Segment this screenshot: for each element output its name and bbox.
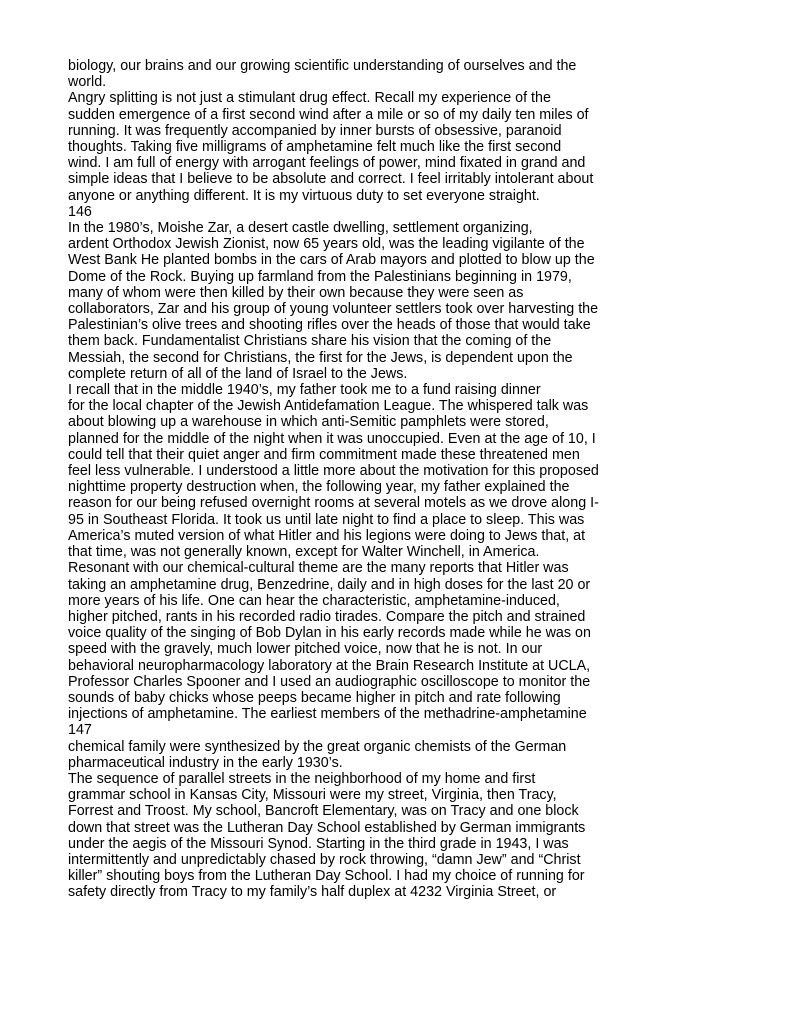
text-line: 95 in Southeast Florida. It took us until late night to find a place to sleep. This was [68, 511, 585, 528]
text-line: Palestinian’s olive trees and shooting rifles over the heads of those that would take [68, 317, 591, 334]
text-line: In the 1980’s, Moishe Zar, a desert castle dwelling, settlement organizing, [68, 220, 533, 237]
text-line: them back. Fundamentalist Christians share his vision that the coming of the [68, 333, 552, 350]
page-number: 147 [68, 722, 92, 739]
text-line: feel less vulnerable. I understood a little more about the motivation for this proposed [68, 463, 599, 480]
text-line: behavioral neuropharmacology laboratory at the Brain Research Institute at UCLA, [68, 657, 591, 674]
text-line: Professor Charles Spooner and I used an audiographic oscilloscope to monitor the [68, 673, 591, 690]
text-line: injections of amphetamine. The earliest members of the methadrine-amphetamine [68, 706, 587, 723]
document-page [68, 58, 648, 901]
text-line: Forrest and Troost. My school, Bancroft Elementary, was on Tracy and one block [68, 803, 579, 820]
text-line: killer” shouting boys from the Lutheran Day School. I had my choice of running for [68, 868, 585, 885]
text-line: speed with the gravely, much lower pitched voice, now that he is not. In our [68, 641, 543, 658]
text-line: Dome of the Rock. Buying up farmland from the Palestinians beginning in 1979, [68, 268, 572, 285]
text-line: taking an amphetamine drug, Benzedrine, daily and in high doses for the last 20 or [68, 576, 591, 593]
text-line: could tell that their quiet anger and firm commitment made these threatened men [68, 446, 580, 463]
text-line: chemical family were synthesized by the great organic chemists of the German [68, 738, 567, 755]
text-line: pharmaceutical industry in the early 1930’s. [68, 754, 343, 771]
text-line: world. [68, 74, 107, 91]
text-line: intermittently and unpredictably chased by rock throwing, “damn Jew” and “Christ [68, 851, 581, 868]
text-line: wind. I am full of energy with arrogant feelings of power, mind fixated in grand and [68, 155, 586, 172]
text-line: biology, our brains and our growing scientific understanding of ourselves and the [68, 58, 577, 74]
text-line: Messiah, the second for Christians, the first for the Jews, is dependent upon the [68, 349, 573, 366]
text-line: collaborators, Zar and his group of young volunteer settlers took over harvesting the [68, 301, 599, 318]
text-line: West Bank He planted bombs in the cars of Arab mayors and plotted to blow up the [68, 252, 595, 269]
text-line: about blowing up a warehouse in which anti-Semitic pamphlets were stored, [68, 414, 549, 431]
text-line: nighttime property destruction when, the following year, my father explained the [68, 479, 570, 496]
text-line: more years of his life. One can hear the characteristic, amphetamine-induced, [68, 592, 560, 609]
text-line: voice quality of the singing of Bob Dylan in his early records made while he was on [68, 625, 591, 642]
text-line: anyone or anything different. It is my virtuous duty to set everyone straight. [68, 187, 540, 204]
text-line: down that street was the Lutheran Day School established by German immigrants [68, 819, 586, 836]
text-line: for the local chapter of the Jewish Antidefamation League. The whispered talk was [68, 398, 589, 415]
text-line: ardent Orthodox Jewish Zionist, now 65 years old, was the leading vigilante of the [68, 236, 585, 253]
page-number: 146 [68, 203, 92, 220]
text-line: running. It was frequently accompanied by inner bursts of obsessive, paranoid [68, 122, 562, 139]
text-line: grammar school in Kansas City, Missouri were my street, Virginia, then Tracy, [68, 787, 557, 804]
text-line: many of whom were then killed by their own because they were seen as [68, 284, 524, 301]
text-line: under the aegis of the Missouri Synod. Starting in the third grade in 1943, I was [68, 835, 569, 852]
text-line: thoughts. Taking five milligrams of amphetamine felt much like the first second [68, 139, 562, 156]
text-line: that time, was not generally known, except for Walter Winchell, in America. [68, 544, 540, 561]
text-line: I recall that in the middle 1940’s, my father took me to a fund raising dinner [68, 382, 541, 399]
text-line: higher pitched, rants in his recorded radio tirades. Compare the pitch and strained [68, 608, 586, 625]
text-line: complete return of all of the land of Israel to the Jews. [68, 365, 408, 382]
text-line: simple ideas that I believe to be absolute and correct. I feel irritably intolerant about [68, 171, 594, 188]
text-line: Angry splitting is not just a stimulant drug effect. Recall my experience of the [68, 90, 551, 107]
text-line: planned for the middle of the night when it was unoccupied. Even at the age of 10, I [68, 430, 596, 447]
text-line: safety directly from Tracy to my family’s half duplex at 4232 Virginia Street, or [68, 884, 557, 901]
text-line: The sequence of parallel streets in the neighborhood of my home and first [68, 770, 536, 787]
text-line: sounds of baby chicks whose peeps became higher in pitch and rate following [68, 689, 561, 706]
text-line: sudden emergence of a first second wind after a mile or so of my daily ten miles of [68, 106, 589, 123]
text-line: Resonant with our chemical-cultural theme are the many reports that Hitler was [68, 560, 569, 577]
text-line: America’s muted version of what Hitler and his legions were doing to Jews that, at [68, 527, 586, 544]
text-line: reason for our being refused overnight rooms at several motels as we drove along I- [68, 495, 599, 512]
